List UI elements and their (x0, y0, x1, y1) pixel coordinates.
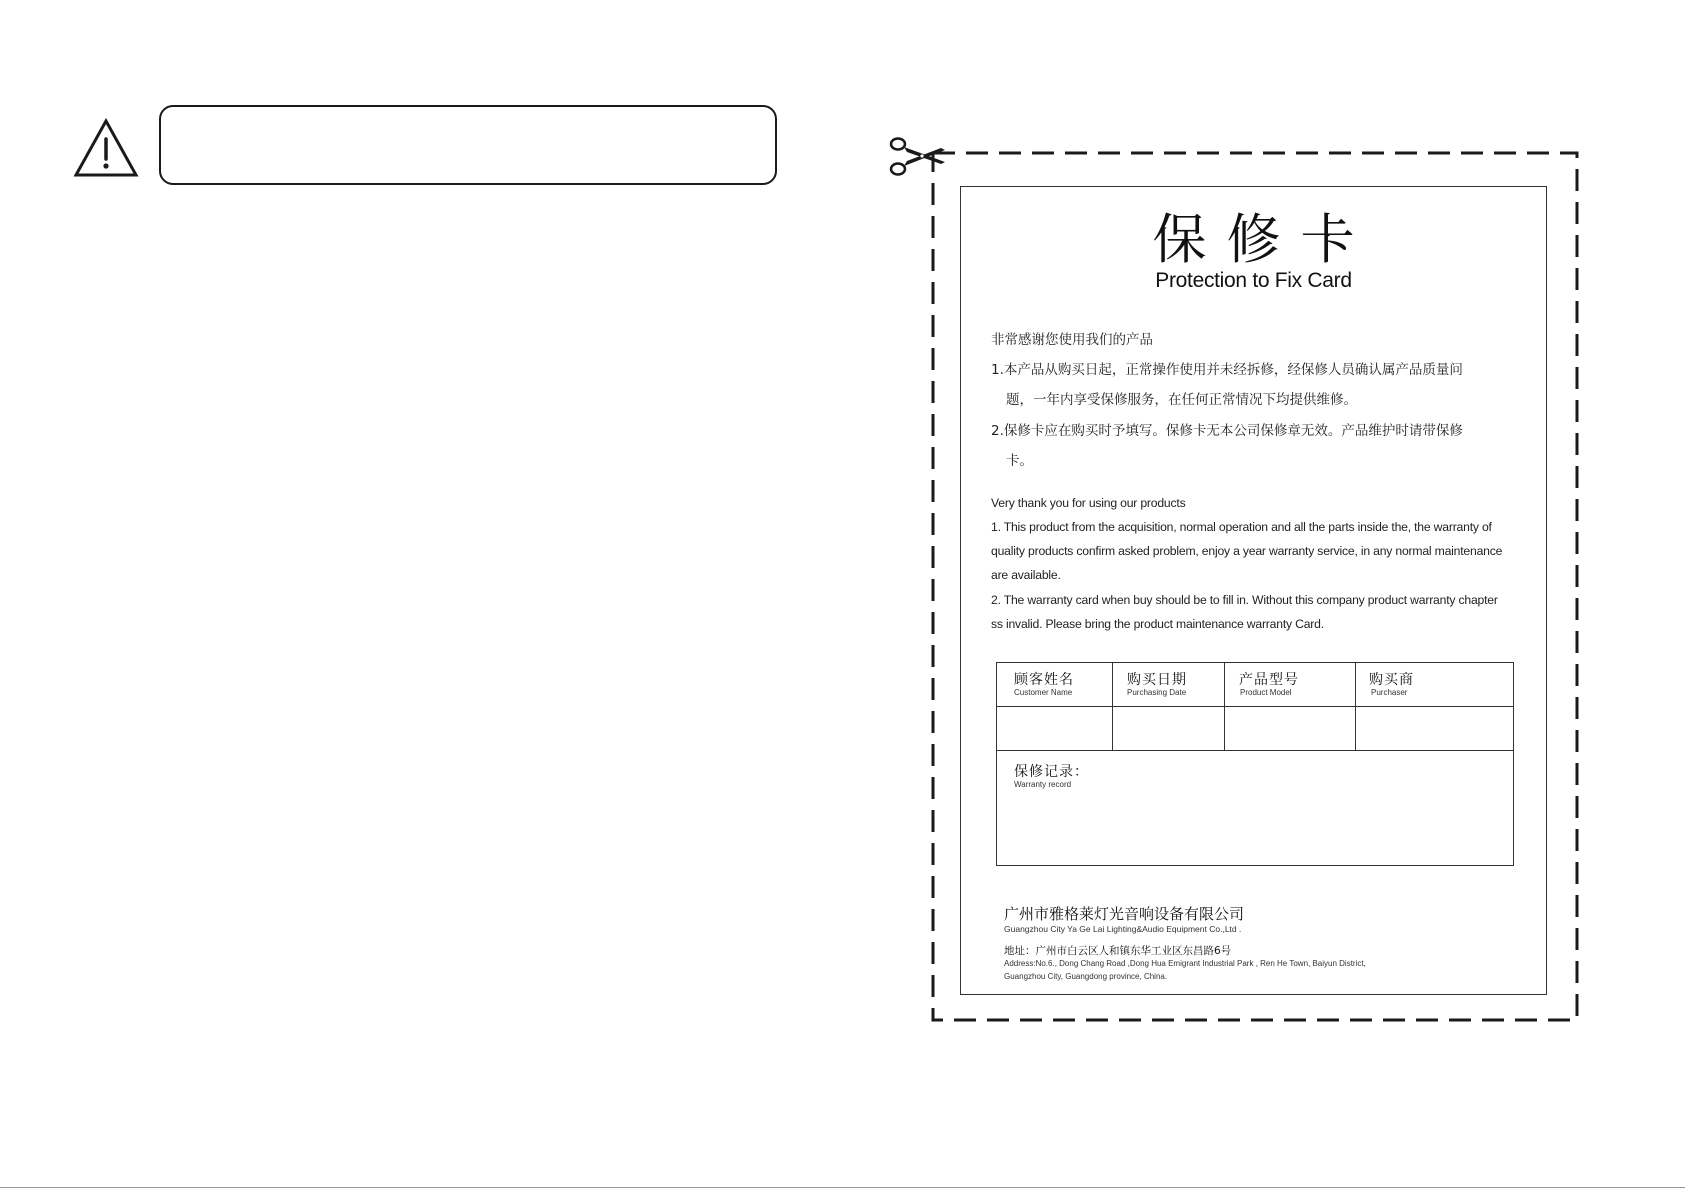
column-header-product-model-en: Product Model (1240, 688, 1292, 697)
warranty-card (960, 186, 1547, 995)
warning-notice-box (159, 105, 777, 185)
en-paragraph: 2. The warranty card when buy should be to fill in. Without this company product warranty chapter (991, 593, 1498, 607)
table-divider (997, 750, 1513, 751)
address-en-line-1: Address:No.6., Dong Chang Road ,Dong Hua Emigrant Industrial Park , Ren He Town, Baiyun District, (1004, 959, 1366, 968)
en-paragraph: 1. This product from the acquisition, normal operation and all the parts inside the, the warranty of (991, 520, 1492, 534)
warranty-info-table (996, 662, 1514, 866)
address-en-line-2: Guangzhou City, Guangdong province, China. (1004, 972, 1168, 981)
column-header-purchaser-cn: 购买商 (1369, 672, 1414, 688)
warranty-record-label-cn: 保修记录： (1014, 764, 1089, 780)
cn-paragraph: 1.本产品从购买日起，正常操作使用并未经拆修，经保修人员确认属产品质量问 (991, 362, 1463, 378)
column-header-product-model-cn: 产品型号 (1239, 672, 1299, 688)
warranty-record-label-en: Warranty record (1014, 780, 1072, 789)
table-divider (1112, 663, 1113, 750)
cn-paragraph: 题，一年内享受保修服务，在任何正常情况下均提供维修。 (1006, 392, 1357, 408)
company-name-cn: 广州市雅格莱灯光音响设备有限公司 (1004, 905, 1245, 923)
page-bottom-rule (0, 1187, 1685, 1188)
en-paragraph: ss invalid. Please bring the product maintenance warranty Card. (991, 617, 1324, 631)
table-divider (1355, 663, 1356, 750)
table-divider (1224, 663, 1225, 750)
scissors-icon (889, 136, 947, 178)
column-header-purchasing-date-en: Purchasing Date (1127, 688, 1187, 697)
en-paragraph: are available. (991, 568, 1061, 582)
en-paragraph: Very thank you for using our products (991, 496, 1186, 510)
column-header-purchasing-date-cn: 购买日期 (1127, 672, 1187, 688)
cn-paragraph: 非常感谢您使用我们的产品 (991, 332, 1153, 348)
cn-paragraph: 卡。 (1006, 453, 1033, 469)
column-header-customer-name-en: Customer Name (1014, 688, 1073, 697)
en-paragraph: quality products confirm asked problem, enjoy a year warranty service, in any normal maintenance (991, 544, 1503, 558)
cn-paragraph: 2.保修卡应在购买时予填写。保修卡无本公司保修章无效。产品维护时请带保修 (991, 423, 1463, 439)
table-divider (997, 706, 1513, 707)
card-title-en: Protection to Fix Card (1155, 269, 1352, 292)
column-header-purchaser-en: Purchaser (1371, 688, 1408, 697)
company-name-en: Guangzhou City Ya Ge Lai Lighting&Audio Equipment Co.,Ltd . (1004, 924, 1242, 934)
address-cn: 地址：广州市白云区人和镇东华工业区东昌路6号 (1004, 945, 1232, 957)
card-title-cn: 保修卡 (1152, 208, 1375, 271)
warning-triangle-icon (73, 118, 139, 178)
column-header-customer-name-cn: 顾客姓名 (1014, 672, 1074, 688)
